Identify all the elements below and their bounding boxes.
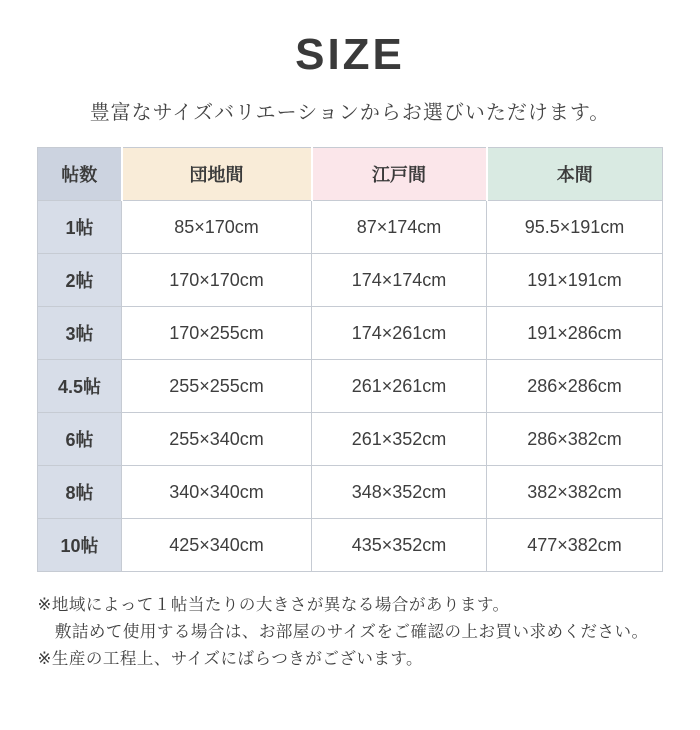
table-row <box>38 413 663 466</box>
page-subtitle: 豊富なサイズバリエーションからお選びいただけます。 <box>89 102 611 124</box>
size-cell: 8帖 <box>38 466 122 519</box>
footnote-line: ※地域によって１帖当たりの大きさが異なる場合があります。 <box>37 596 510 614</box>
dimension-cell: 477×382cm <box>487 519 663 572</box>
table-row <box>38 307 663 360</box>
size-cell: 6帖 <box>38 413 122 466</box>
dimension-cell: 425×340cm <box>122 519 312 572</box>
dimension-cell: 255×340cm <box>122 413 312 466</box>
dimension-cell: 286×286cm <box>487 360 663 413</box>
size-cell: 1帖 <box>38 201 122 254</box>
col-header-honma: 本間 <box>487 148 663 201</box>
footnotes <box>38 592 663 673</box>
size-cell: 2帖 <box>38 254 122 307</box>
dimension-cell: 382×382cm <box>487 466 663 519</box>
table-row <box>38 201 663 254</box>
dimension-cell: 286×382cm <box>487 413 663 466</box>
page-title: SIZE <box>295 30 405 79</box>
dimension-cell: 87×174cm <box>312 201 487 254</box>
col-header-edoma: 江戸間 <box>312 148 487 201</box>
dimension-cell: 435×352cm <box>312 519 487 572</box>
footnote-line: ※生産の工程上、サイズにばらつきがございます。 <box>37 650 424 668</box>
col-header-joku: 帖数 <box>38 148 122 201</box>
size-table-header <box>38 148 663 201</box>
table-row <box>38 254 663 307</box>
dimension-cell: 261×261cm <box>312 360 487 413</box>
table-row <box>38 360 663 413</box>
dimension-cell: 348×352cm <box>312 466 487 519</box>
dimension-cell: 174×261cm <box>312 307 487 360</box>
size-table-body <box>38 201 663 572</box>
table-row <box>38 519 663 572</box>
dimension-cell: 170×255cm <box>122 307 312 360</box>
dimension-cell: 255×255cm <box>122 360 312 413</box>
size-table <box>37 147 663 572</box>
dimension-cell: 191×191cm <box>487 254 663 307</box>
size-cell: 10帖 <box>38 519 122 572</box>
size-cell: 3帖 <box>38 307 122 360</box>
dimension-cell: 170×170cm <box>122 254 312 307</box>
dimension-cell: 85×170cm <box>122 201 312 254</box>
dimension-cell: 261×352cm <box>312 413 487 466</box>
size-cell: 4.5帖 <box>38 360 122 413</box>
dimension-cell: 174×174cm <box>312 254 487 307</box>
dimension-cell: 191×286cm <box>487 307 663 360</box>
col-header-danchima: 団地間 <box>122 148 312 201</box>
footnote-line: 敷詰めて使用する場合は、お部屋のサイズをご確認の上お買い求めください。 <box>54 623 649 641</box>
dimension-cell: 340×340cm <box>122 466 312 519</box>
table-row <box>38 466 663 519</box>
header-row <box>38 148 663 201</box>
dimension-cell: 95.5×191cm <box>487 201 663 254</box>
